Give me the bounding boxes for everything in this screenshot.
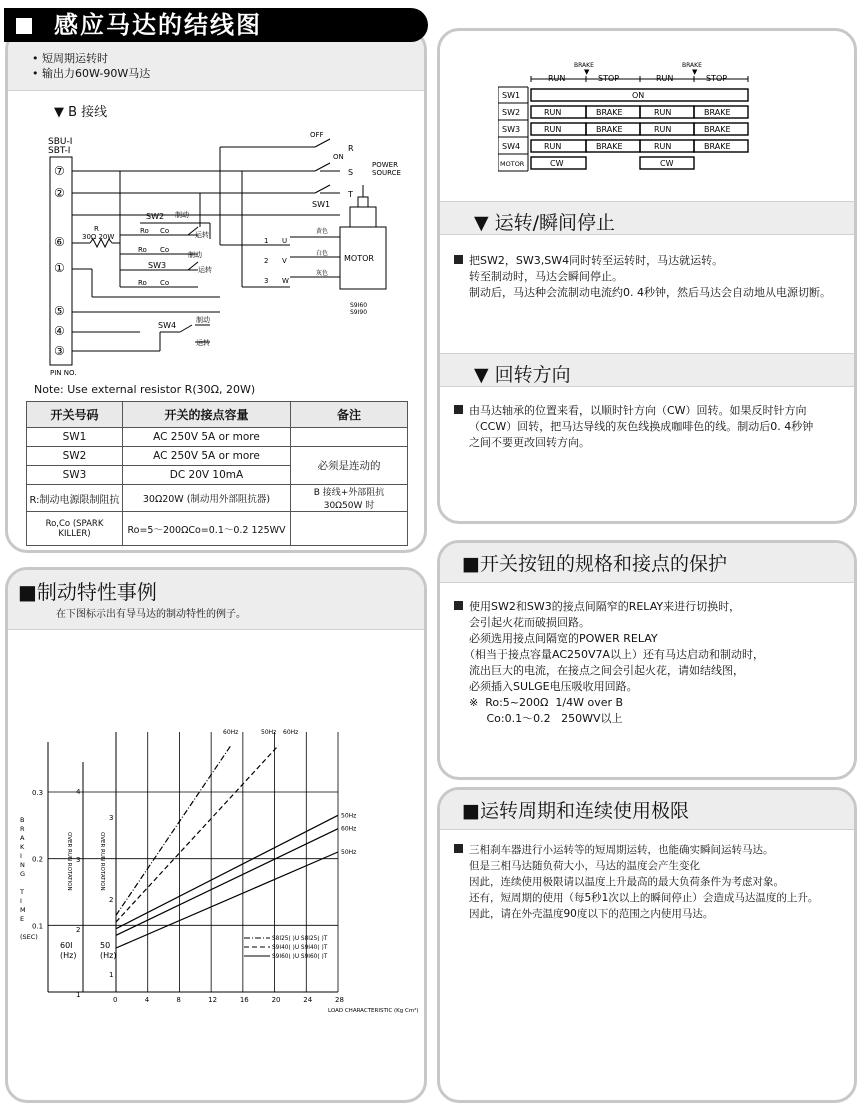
cycle-line-5: 因此，请在外壳温度90度以下的范围之内使用马达。	[469, 908, 714, 920]
y-axis-label-letter: R	[20, 825, 25, 833]
timing-stop-1: STOP	[598, 74, 620, 83]
table-row	[27, 512, 408, 546]
stop-section-text	[454, 253, 854, 301]
hz50-unit: (Hz)	[100, 951, 117, 960]
switch-spec-table	[26, 401, 408, 546]
switch-line-5: 流出巨大的电流，在接点之间会引起火花，请如结线图，	[469, 664, 744, 677]
y-axis-label-letter: N	[20, 861, 25, 869]
y2-tick-label: 2	[76, 926, 81, 934]
terminal-w: W	[282, 277, 289, 285]
row-sw2: SW2	[502, 108, 521, 117]
switch-line-4: （相当于接点容量AC250V7A以上）还有马达启动和制动时，	[464, 648, 765, 661]
wire-yellow: 黄色	[316, 228, 329, 235]
cycle-line-3: 因此，连续使用极限请以温度上升最高的最大负荷条件为考虑对象。	[469, 876, 784, 888]
motor-label: MOTOR	[344, 254, 374, 263]
cycle-line-4: 还有，短周期的使用（每5秒1次以上的瞬间停止）会造成马达温度的上升。	[469, 892, 819, 904]
table-cell: Ro,Co (SPARK KILLER)	[27, 512, 123, 546]
legend-label: S9I40( )U S9I40( )T	[272, 945, 328, 951]
motor-cw-1: CW	[550, 159, 564, 168]
switch-line-6: 必须插入SULGE电压吸收用回路。	[469, 680, 638, 693]
x-tick-label: 8	[176, 996, 181, 1004]
sw3-brake-1: BRAKE	[596, 125, 623, 134]
x-tick-label: 28	[335, 996, 344, 1004]
timing-brake-2: BRAKE	[682, 62, 702, 69]
table-cell: SW2	[27, 447, 123, 466]
brake-label-3: 制动	[196, 316, 210, 324]
direction-section-text	[454, 403, 854, 451]
right-hz-label: 50Hz	[341, 812, 357, 820]
sw2-brake-2: BRAKE	[704, 108, 731, 117]
run-label-1: 运转	[195, 231, 209, 239]
cycle-panel	[437, 787, 857, 1103]
y-axis-label-letter: B	[20, 816, 25, 824]
bullet-square-icon	[454, 601, 463, 610]
switch-line-8: Co:0.1～0.2 250WV以上	[469, 712, 623, 725]
series-line	[116, 815, 338, 928]
y-tick-label: 0.2	[32, 855, 44, 864]
main-title-bar	[4, 8, 428, 42]
co-label-1: Co	[160, 227, 170, 235]
wire-white: 白色	[316, 250, 329, 257]
bullet-square-icon	[454, 255, 463, 264]
table-cell: DC 20V 10mA	[123, 466, 291, 485]
timing-chart	[498, 59, 798, 209]
header-switch-no: 开关号码	[27, 402, 123, 428]
off-label: OFF	[310, 131, 324, 139]
table-row	[27, 428, 408, 447]
x-tick-label: 0	[113, 996, 118, 1004]
header-contact: 开关的接点容量	[123, 402, 291, 428]
pin-7: ⑦	[54, 164, 65, 178]
switch-line-2: 会引起火花而破损回路。	[469, 616, 590, 629]
table-cell: AC 250V 5A or more	[123, 428, 291, 447]
on-label: ON	[333, 153, 344, 161]
x-tick-label: 20	[271, 996, 281, 1004]
table-cell: R:制动电源限制阻抗	[27, 485, 123, 512]
direction-line-1: 由马达轴承的位置来看，以顺时针方向（CW）回转。如果反时针方向	[469, 404, 807, 417]
table-cell: SW1	[27, 428, 123, 447]
svg-text:▼: ▼	[692, 68, 698, 76]
run-label-3: 运转	[196, 339, 210, 347]
bullet-2: • 输出力60W-90W马达	[32, 67, 151, 80]
wiring-diagram	[20, 127, 420, 377]
table-cell: 必须是连动的	[291, 447, 408, 485]
stop-line-3: 制动后，马达种会流制动电流约0. 4秒钟，然后马达会自动地从电源切断。	[469, 286, 831, 299]
switch-header	[440, 543, 854, 583]
sw4-brake-2: BRAKE	[704, 142, 731, 151]
y-axis-label-letter: G	[20, 870, 26, 878]
top-hz-label: 50Hz	[261, 729, 277, 736]
sw4-brake-1: BRAKE	[596, 142, 623, 151]
sw1-on: ON	[632, 91, 645, 100]
braking-subtitle: 在下图标示出有导马达的制动特性的例子。	[56, 609, 246, 620]
brake-label-2: 制动	[188, 251, 202, 259]
timing-run-2: RUN	[656, 74, 674, 83]
resistor-value: 30Ω 20W	[82, 233, 115, 241]
motor-cw-2: CW	[660, 159, 674, 168]
ro-label-1: Ro	[140, 227, 149, 235]
y3-tick-label: 3	[109, 814, 114, 822]
direction-line-2: （CCW）回转，把马达导线的灰色线换成咖啡色的线。制动后0. 4秒钟	[469, 420, 814, 433]
note: Note: Use external resistor R(30Ω, 20W)	[34, 383, 256, 396]
stop-line-1: 把SW2，SW3,SW4同时转至运转时，马达就运转。	[469, 254, 724, 267]
hz60-label: 60I	[60, 941, 73, 950]
y-axis-label-letter: I	[20, 897, 22, 905]
y-tick-label: 0.1	[32, 922, 44, 931]
y-axis-label-letter: T	[20, 888, 24, 896]
top-hz-label: 60Hz	[223, 729, 239, 736]
switch-line-1: 使用SW2和SW3的接点间隔窄的RELAY来进行切换时，	[469, 600, 741, 613]
stop-section-header	[440, 201, 854, 235]
sbt-label: SBT-I	[48, 146, 71, 156]
terminal-2: 2	[264, 257, 269, 265]
svg-text:▼: ▼	[584, 68, 590, 76]
sw3-run-2: RUN	[654, 125, 672, 134]
braking-title: ■制动特性事例	[18, 580, 157, 604]
diagram-title: ▼ B 接线	[54, 105, 108, 120]
direction-section-header	[440, 353, 854, 387]
row-sw3: SW3	[502, 125, 521, 134]
sw3-run-1: RUN	[544, 125, 562, 134]
wire-gray: 灰色	[316, 270, 329, 277]
pin-1: ①	[54, 261, 65, 275]
sw2-brake-1: BRAKE	[596, 108, 623, 117]
run-label-2: 运转	[198, 266, 212, 274]
switch-text	[454, 599, 854, 727]
y-tick-label: 0.3	[32, 789, 44, 797]
y-axis-label-letter: K	[20, 843, 25, 851]
sw2-label: SW2	[146, 212, 165, 221]
table-row	[27, 485, 408, 512]
y2-tick-label: 1	[76, 991, 81, 999]
y-axis-label-letter: M	[20, 906, 26, 914]
ro-label-2: Ro	[138, 246, 147, 254]
ro-label-3: Ro	[138, 279, 147, 287]
hz60-unit: (Hz)	[60, 951, 77, 960]
cycle-header	[440, 790, 854, 830]
stop-line-2: 转至制动时，马达会瞬间停止。	[469, 270, 623, 283]
y2-tick-label: 3	[76, 856, 81, 864]
table-cell: SW3	[27, 466, 123, 485]
right-hz-label: 60Hz	[341, 825, 357, 833]
bullet-square-icon	[454, 844, 463, 853]
series-line	[116, 745, 279, 922]
sw2-run-1: RUN	[544, 108, 562, 117]
legend-label: S9I60( )U S9I60( )T	[272, 954, 328, 960]
header-remarks: 备注	[291, 402, 408, 428]
switch-panel	[437, 540, 857, 780]
direction-section-title: ▼ 回转方向	[474, 364, 571, 386]
pin-5: ⑤	[54, 304, 65, 318]
table-cell: B 接线+外部阻抗 30Ω50W 时	[291, 485, 408, 512]
row-sw1: SW1	[502, 91, 521, 100]
row-sw4: SW4	[502, 142, 521, 151]
sw3-brake-2: BRAKE	[704, 125, 731, 134]
motor-code-1: S9I60	[350, 302, 368, 309]
main-title: 感应马达的结线图	[54, 11, 262, 39]
pin-2: ②	[54, 186, 65, 200]
power-label: POWER	[372, 161, 398, 169]
sw4-run-2: RUN	[654, 142, 672, 151]
y2-axis-label: OVER RUN ROTATION	[66, 832, 72, 891]
right-hz-label: 50Hz	[341, 849, 357, 856]
pin-6: ⑥	[54, 235, 65, 249]
sw2-run-2: RUN	[654, 108, 672, 117]
timing-brake-1: BRAKE	[574, 62, 594, 69]
y-axis-label-letter: A	[20, 834, 25, 842]
y3-tick-label: 2	[109, 896, 114, 904]
x-tick-label: 12	[208, 996, 218, 1004]
hz50-label: 50	[100, 941, 111, 950]
table-cell	[291, 428, 408, 447]
stop-section-title: ▼ 运转/瞬间停止	[474, 212, 616, 234]
series-line	[116, 745, 231, 915]
terminal-1: 1	[264, 237, 269, 245]
pin-3: ③	[54, 344, 65, 358]
top-hz-label: 60Hz	[283, 729, 299, 736]
x-axis-label: LOAD CHARACTERISTIC (Kg Cm²)	[328, 1008, 419, 1014]
switch-line-7: ※ Ro:5~200Ω 1/4W over B	[469, 696, 624, 709]
table-cell: Ro=5～200ΩCo=0.1～0.2 125WV	[123, 512, 291, 546]
y3-tick-label: 1	[109, 971, 114, 979]
bullet-1: • 短周期运转时	[32, 52, 108, 65]
cycle-title: ■运转周期和连续使用极限	[462, 800, 689, 822]
timing-stop-2: STOP	[706, 74, 728, 83]
braking-panel	[5, 567, 427, 1103]
pin-4: ④	[54, 324, 65, 338]
y-axis-label-letter: E	[20, 915, 25, 923]
resistor-r: R	[94, 225, 99, 233]
sw4-label: SW4	[158, 321, 177, 330]
y3-axis-label: OVER RUN ROTATION	[99, 832, 105, 891]
sw1-label: SW1	[312, 200, 331, 209]
table-cell: 30Ω20W (制动用外部阻抗器)	[123, 485, 291, 512]
brake-label-1: 制动	[175, 211, 189, 219]
x-tick-label: 16	[239, 996, 249, 1004]
table-header-row	[27, 402, 408, 428]
terminal-u: U	[282, 237, 288, 245]
title-square-icon	[16, 18, 32, 34]
motor-code-2: S9I90	[350, 309, 368, 316]
table-cell	[291, 512, 408, 546]
sw3-label: SW3	[148, 261, 167, 270]
terminal-v: V	[282, 257, 287, 265]
co-label-3: Co	[160, 279, 170, 287]
table-row	[27, 447, 408, 466]
bullet-square-icon	[454, 405, 463, 414]
r-label: R	[348, 144, 354, 153]
pin-no-label: PIN NO.	[50, 369, 77, 377]
y-axis-label-letter: (SEC)	[20, 933, 38, 941]
operation-panel	[437, 28, 857, 524]
sw4-run-1: RUN	[544, 142, 562, 151]
braking-chart	[8, 712, 426, 1032]
s-label: S	[348, 168, 354, 177]
switch-title: ■开关按钮的规格和接点的保护	[462, 553, 727, 575]
table-cell: AC 250V 5A or more	[123, 447, 291, 466]
t-label: T	[348, 190, 353, 199]
direction-line-3: 之间不要更改回转方向。	[469, 436, 590, 449]
y2-tick-label: 4	[76, 788, 81, 796]
braking-header	[8, 570, 424, 630]
x-tick-label: 24	[303, 996, 313, 1004]
cycle-line-2: 但是三相马达随负荷大小，马达的温度会产生变化	[469, 860, 700, 872]
switch-line-3: 必须选用接点间隔宽的POWER RELAY	[469, 632, 658, 645]
series-line	[116, 829, 338, 936]
source-label: SOURCE	[372, 169, 401, 177]
terminal-3: 3	[264, 277, 269, 285]
cycle-line-1: 三相刹车器进行小运转等的短周期运转，也能确实瞬间运转马达。	[469, 844, 774, 856]
sbu-label: SBU-I	[48, 137, 73, 147]
x-tick-label: 4	[144, 996, 150, 1004]
timing-run-1: RUN	[548, 74, 566, 83]
legend-label: S8I25( )U S8I25( )T	[272, 936, 328, 942]
row-motor: MOTOR	[500, 160, 525, 168]
y-axis-label-letter: I	[20, 852, 22, 860]
cycle-text	[454, 842, 857, 922]
co-label-2: Co	[160, 246, 170, 254]
